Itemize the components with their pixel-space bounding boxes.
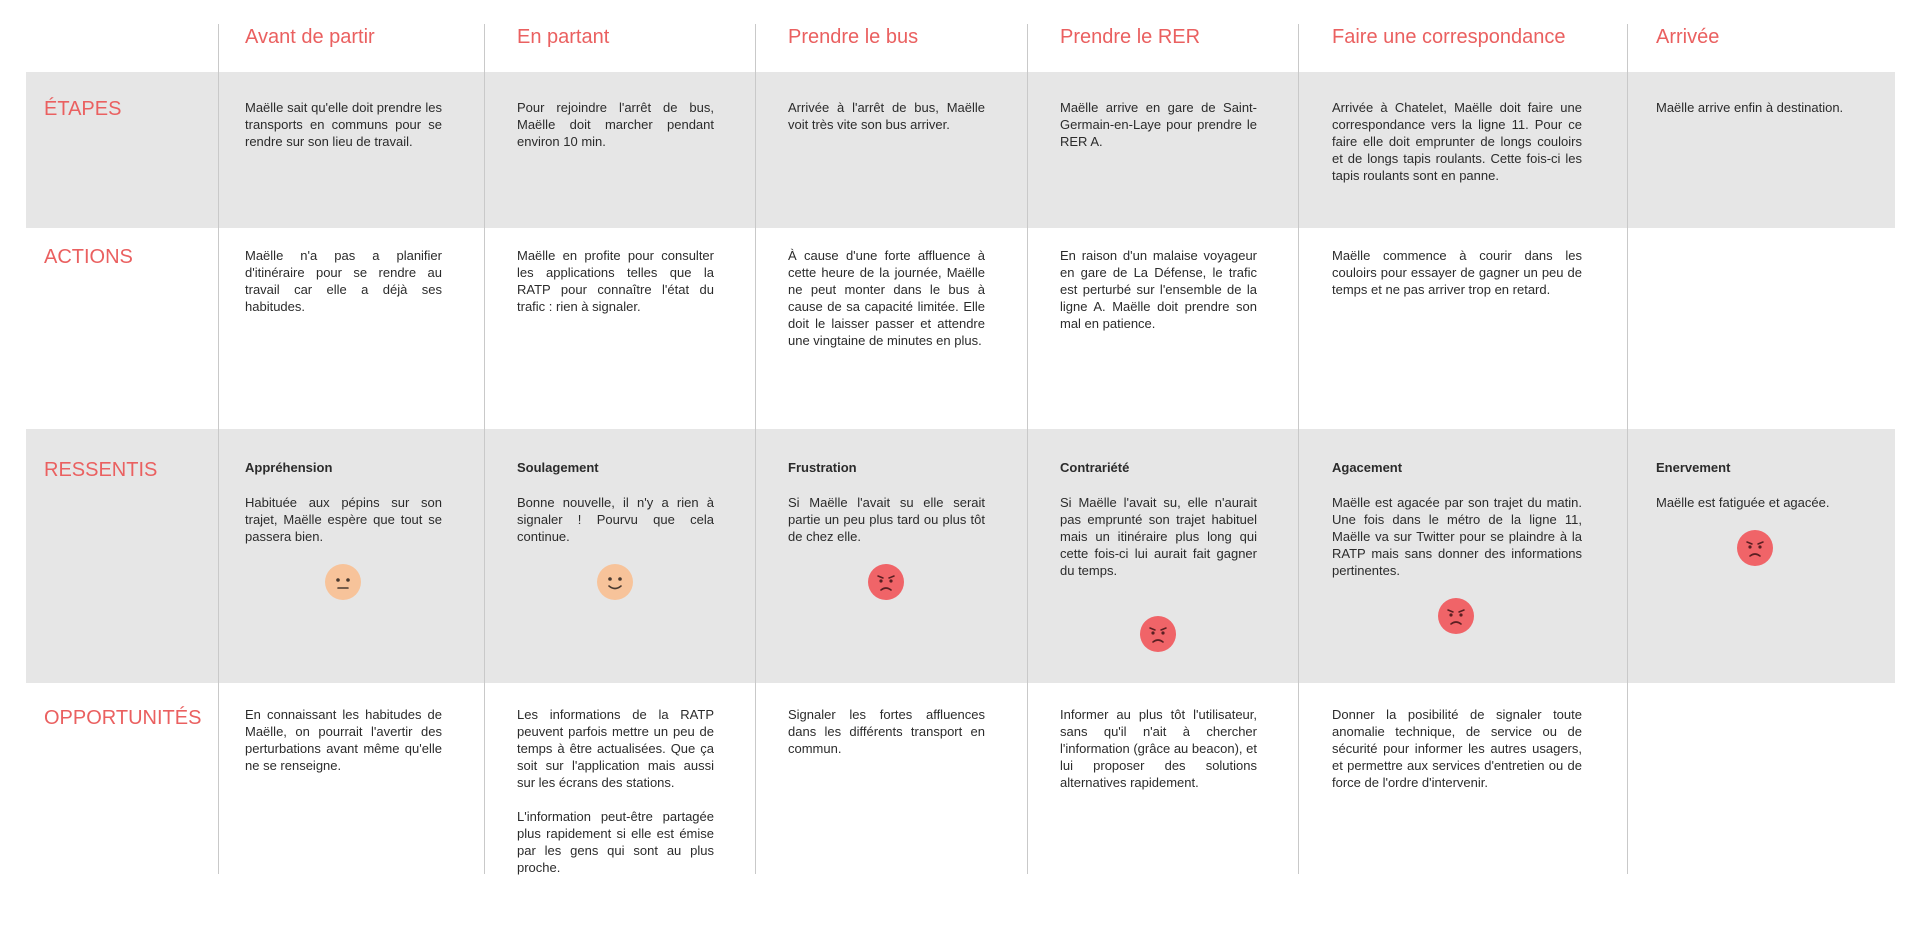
ressenti-title: Appréhension [245, 460, 333, 475]
ressenti-cell [1656, 459, 1876, 511]
ressenti-cell [517, 459, 714, 545]
ressenti-title: Frustration [788, 460, 857, 475]
column-divider [484, 24, 485, 874]
etape-cell: Maëlle sait qu'elle doit prendre les transports en communs pour se rendre sur son lieu de travail. [245, 100, 442, 149]
row-header-ressentis: RESSENTIS [44, 459, 158, 481]
ressenti-title: Soulagement [517, 460, 599, 475]
angry-face-icon [1737, 530, 1773, 566]
action-cell: Maëlle commence à courir dans les couloirs pour essayer de gagner un peu de temps et ne pas arriver trop en retard. [1332, 248, 1582, 297]
column-divider [1027, 24, 1028, 874]
column-header-en-partant: En partant [517, 26, 610, 48]
ressenti-title: Contrariété [1060, 460, 1130, 475]
column-header-prendre-le-rer: Prendre le RER [1060, 26, 1201, 48]
ressenti-title: Enervement [1656, 460, 1731, 475]
ressenti-text: Si Maëlle l'avait su elle serait partie un peu plus tard ou plus tôt de chez elle. [788, 495, 985, 544]
ressenti-cell [245, 459, 442, 545]
column-divider [218, 24, 219, 874]
action-cell: Maëlle en profite pour consulter les applications telles que la RATP pour connaître l'état du trafic : rien à signaler. [517, 248, 714, 314]
etape-cell: Arrivée à Chatelet, Maëlle doit faire une correspondance vers la ligne 11. Pour ce faire elle doit emprunter de longs couloirs et de longs tapis roulants. Cette fois-ci les tapis roulants sont en panne. [1332, 100, 1582, 183]
column-header-arrivee: Arrivée [1656, 26, 1720, 48]
opportunite-paragraph: Les informations de la RATP peuvent parfois mettre un peu de temps à être actualisées. Que ça soit sur l'application mais aussi sur les écrans des stations. [517, 707, 714, 790]
opportunite-paragraph: Donner la posibilité de signaler toute anomalie technique, de service ou de sécurité pour informer les autres usagers, et permettre aux services d'entretien ou de force de l'ordre d'intervenir. [1332, 707, 1582, 790]
ressenti-text: Bonne nouvelle, il n'y a rien à signaler ! Pourvu que cela continue. [517, 495, 714, 544]
ressenti-text: Maëlle est agacée par son trajet du matin. Une fois dans le métro de la ligne 11, Maëlle va sur Twitter pour se plaindre à la RATP mais sans donner des informations pertinentes. [1332, 495, 1582, 578]
row-header-actions: ACTIONS [44, 246, 133, 268]
action-cell: En raison d'un malaise voyageur en gare de La Défense, le trafic est perturbé sur l'ensemble de la ligne A. Maëlle doit prendre son mal en patience. [1060, 248, 1257, 331]
row-header-etapes: ÉTAPES [44, 98, 122, 120]
column-divider [1298, 24, 1299, 874]
ressenti-title: Agacement [1332, 460, 1403, 475]
ressenti-cell [788, 459, 985, 545]
opportunite-cell [1332, 706, 1582, 791]
opportunite-paragraph: Signaler les fortes affluences dans les différents transport en commun. [788, 707, 985, 756]
opportunite-cell [245, 706, 442, 774]
etape-cell: Maëlle arrive enfin à destination. [1656, 100, 1844, 115]
ressenti-text: Maëlle est fatiguée et agacée. [1656, 495, 1830, 510]
column-divider [1627, 24, 1628, 874]
opportunite-paragraph: L'information peut-être partagée plus rapidement si elle est émise par les gens qui sont au plus proche. [517, 809, 714, 875]
angry-face-icon [1140, 616, 1176, 652]
neutral-face-icon [325, 564, 361, 600]
etape-cell: Maëlle arrive en gare de Saint-Germain-en-Laye pour prendre le RER A. [1060, 100, 1257, 149]
ressenti-cell [1332, 459, 1582, 579]
column-header-correspondance: Faire une correspondance [1332, 26, 1566, 48]
opportunite-cell [788, 706, 985, 757]
column-header-prendre-le-bus: Prendre le bus [788, 26, 919, 48]
opportunite-cell [1060, 706, 1257, 791]
etape-cell: Pour rejoindre l'arrêt de bus, Maëlle doit marcher pendant environ 10 min. [517, 100, 714, 149]
row-header-opportunites: OPPORTUNITÉS [44, 707, 202, 729]
etape-cell: Arrivée à l'arrêt de bus, Maëlle voit très vite son bus arriver. [788, 100, 985, 132]
opportunite-paragraph: Informer au plus tôt l'utilisateur, sans qu'il n'ait à chercher l'information (grâce au beacon), et lui proposer des solutions alternatives rapidement. [1060, 707, 1257, 790]
ressenti-cell [1060, 459, 1257, 579]
angry-face-icon [868, 564, 904, 600]
angry-face-icon [1438, 598, 1474, 634]
opportunite-cell [517, 706, 714, 876]
ressenti-text: Habituée aux pépins sur son trajet, Maëlle espère que tout se passera bien. [245, 495, 442, 544]
ressenti-text: Si Maëlle l'avait su, elle n'aurait pas emprunté son trajet habituel mais un itinéraire plus long qui cette fois-ci lui aurait fait gagner du temps. [1060, 495, 1257, 578]
column-header-avant-de-partir: Avant de partir [245, 26, 375, 48]
column-divider [755, 24, 756, 874]
action-cell: À cause d'une forte affluence à cette heure de la journée, Maëlle ne peut monter dans le bus à cause de sa capacité limitée. Elle doit le laisser passer et attendre une vingtaine de minutes en plus. [788, 248, 985, 348]
opportunite-paragraph: En connaissant les habitudes de Maëlle, on pourrait l'avertir des perturbations avant même qu'elle ne se renseigne. [245, 707, 442, 773]
band-etapes [26, 72, 1895, 228]
smiling-face-icon [597, 564, 633, 600]
action-cell: Maëlle n'a pas a planifier d'itinéraire pour se rendre au travail car elle a déjà ses habitudes. [245, 248, 442, 314]
